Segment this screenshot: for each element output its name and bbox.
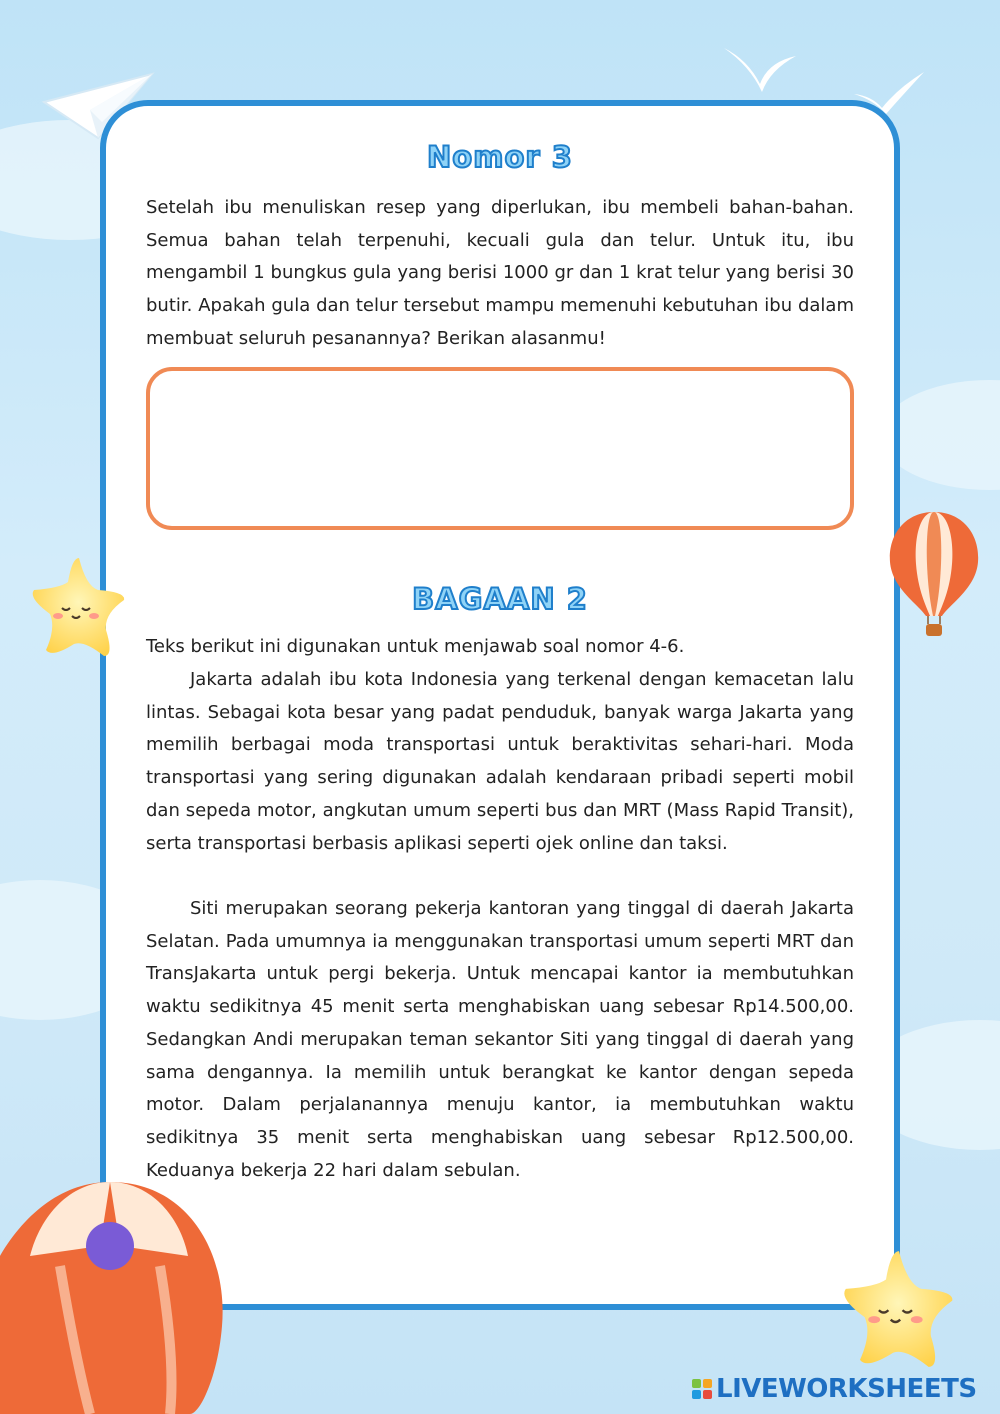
smiling-star-icon [834,1244,964,1374]
liveworksheets-logo-icon [692,1379,712,1399]
hot-air-balloon-icon [884,508,984,644]
seagull-icon [720,38,800,98]
reading-paragraph-2: Siti merupakan seorang pekerja kantoran yang tinggal di daerah Jakarta Selatan. Pada umumnya ia menggunakan transportasi umum seperti MRT dan TransJakarta untuk pergi bekerja. Untuk mencapai kantor ia membutuhkan waktu sedikitnya 45 menit serta menghabiskan uang sebesar Rp14.500,00. Sedangkan Andi merupakan teman sekantor Siti yang tinggal di daerah yang sama dengannya. Ia memilih untuk berangkat ke kantor dengan sepeda motor. Dalam perjalanannya menuju kantor, ia membutuhkan waktu sedikitnya 35 menit serta menghabiskan uang sebesar Rp12.500,00. Keduanya bekerja 22 hari dalam sebulan. [146,898,854,1181]
section-title-bagaan-2: BAGAAN 2 [412,582,588,616]
smiling-star-icon [24,552,134,662]
question-text: Setelah ibu menuliskan resep yang diperlukan, ibu membeli bahan-bahan. Semua bahan telah terpenuhi, kecuali gula dan telur. Untuk itu, ibu mengambil 1 bungkus gula yang berisi 1000 gr dan 1 krat telur yang berisi 30 butir. Apakah gula dan telur tersebut mampu memenuhi kebutuhan ibu dalam membuat seluruh pesanannya? Berikan alasanmu! [146,197,854,349]
liveworksheets-logo-text: LIVEWORKSHEETS [716,1374,977,1404]
liveworksheets-logo [692,1374,977,1404]
reading-intro: Teks berikut ini digunakan untuk menjawab soal nomor 4-6. [146,636,685,657]
section-title-nomor-3: Nomor 3 [427,140,573,174]
hot-air-balloon-icon [0,1176,230,1414]
answer-textbox[interactable] [146,367,854,530]
reading-paragraph-1: Jakarta adalah ibu kota Indonesia yang terkenal dengan kemacetan lalu lintas. Sebagai kota besar yang padat penduduk, banyak warga Jakarta yang memilih berbagai moda transportasi untuk beraktivitas sehari-hari. Moda transportasi yang sering digunakan adalah kendaraan pribadi seperti mobil dan sepeda motor, angkutan umum seperti bus dan MRT (Mass Rapid Transit), serta transportasi berbasis aplikasi seperti ojek online dan taksi. [146,669,854,854]
